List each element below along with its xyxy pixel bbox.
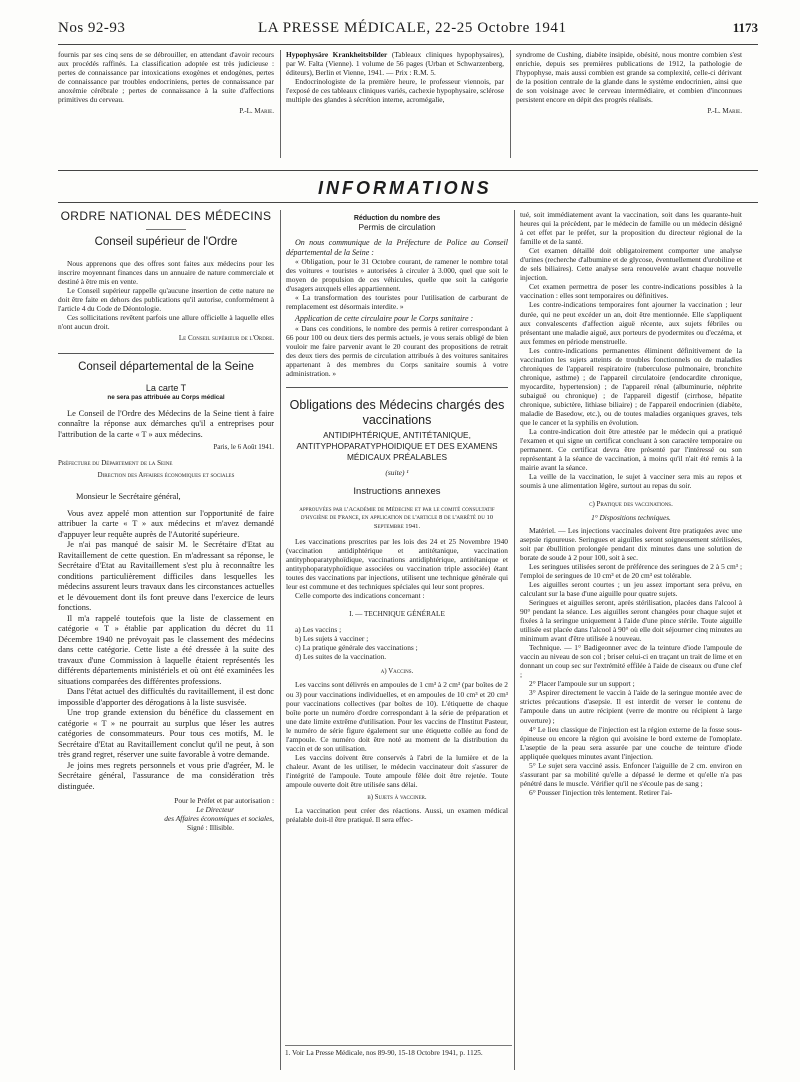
- vaccination-column: [520, 210, 742, 797]
- application-heading: Application de cette circulaire pour le Corps sanitaire :: [295, 314, 474, 324]
- obligations-heading: Obligations des Médecins chargés des vaccinations: [289, 398, 505, 428]
- book-review-text: Endocrinologiste de la première heure, le professeur viennois, par l'exposé de ces tableaux cliniques variés, cachexie hypophysaire, sclérose multiple des glandes à sécrétion interne, acromégalie,: [286, 77, 504, 105]
- column-divider: [514, 210, 515, 1070]
- list-item: c) La pratique générale des vaccinations ;: [295, 643, 418, 653]
- quote: « Obligation, pour le 31 Octobre courant, de ramener le nombre total des voitures « touristes » autorisées à circuler à 3.000, quel que soit le moyen de propulsion de ces véhicules, quelle que soit la catégorie d'usagers auxquels elles appartiennent.: [286, 257, 508, 294]
- closing-line: Pour le Préfet et par autorisation :: [174, 796, 274, 806]
- letter-date: Paris, le 6 Août 1941.: [213, 443, 274, 452]
- paragraph: Ces sollicitations revêtent parfois une allure officielle à laquelle elles n'ont aucun droit.: [58, 313, 274, 332]
- book-details: (Tableaux cliniques hypophysaires), par W. Falta (Vienne). 1 volume de 56 pages (Urban et Schwarzenberg, éditeurs), Berlin et Vienne, 1941. — Prix : R.M. 5.: [286, 50, 504, 78]
- permis-heading: Permis de circulation: [358, 222, 436, 233]
- paragraph: Les contre-indications permanentes éliminent définitivement de la vaccination les sujets atteints de troubles fonctionnels ou de maladies chroniques de l'appareil respiratoire (tuberculose pulmonaire, bronchite chronique, asthme) ; de l'appareil circulatoire (endocardite chronique, myocardite, hypertension) ; de l'appareil rénal (albuminurie, néphrite subaiguë ou chronique) ; de l'appareil digestif (cirrhose, hépatite chronique, subictère, lithiase biliaire) ; de l'appareil endocrinien (diabète, maladie de Basedow, etc.), ou de toutes maladies organiques graves, tels que le cancer et la syphilis en évolution.: [520, 345, 742, 428]
- technique-heading: I. — TECHNIQUE GÉNÉRALE: [349, 610, 445, 619]
- ordre-heading: ORDRE NATIONAL DES MÉDECINS: [60, 209, 272, 223]
- paragraph: La veille de la vaccination, le sujet à vacciner sera mis au repos et soumis à une alimentation légère, surtout au repas du soir.: [520, 472, 742, 491]
- conseil-departemental-heading: Conseil départemental de la Seine: [78, 360, 254, 373]
- paragraph: Nous apprenons que des offres sont faites aux médecins pour les inscrire moyennant finances dans un annuaire de nature commerciale et destiné à être mis en vente.: [58, 259, 274, 287]
- paragraph: Cet examen détaillé doit obligatoirement comporter une analyse d'urines (recherche d'albumine et de glycose, éventuellement d'urobiline et de sels biliaires). Cette analyse sera renouvelée avant chaque nouvelle injection.: [520, 246, 742, 283]
- paragraph: 6° Pousser l'injection très lentement. Retirer l'ai-: [529, 787, 673, 797]
- instructions-heading: Instructions annexes: [353, 486, 441, 498]
- paragraph: Matériel. — Les injections vaccinales doivent être pratiquées avec une asepsie rigoureuse. Seringues et aiguilles seront soigneusement stérilisées, soit par ébullition prolongée pendant dix minutes dans une solution de borate de soude à 2 pour 100, soit à sec.: [520, 525, 742, 562]
- obligations-subheading: ANTIDIPHTÉRIQUE, ANTITÉTANIQUE, ANTITYPHOPARATYPHOIDIQUE ET DES EXAMENS MÉDICAUX PRÉALABLES: [296, 430, 498, 463]
- sujets-heading: b) Sujets à vacciner.: [367, 794, 427, 802]
- conseil-superieur-heading: Conseil supérieur de l'Ordre: [94, 236, 238, 249]
- paragraph: Vous avez appelé mon attention sur l'opportunité de faire attribuer la carte « T » aux médecins et m'avez demandé d'appuyer leur requête auprès de l'Autorité supérieure.: [58, 508, 274, 539]
- paragraph: Je n'ai pas manqué de saisir M. le Secrétaire d'Etat au Ravitaillement de cette question. En m'adressant sa réponse, le Secrétaire d'Etat au Ravitaillement s'est plu à reconnaître les conditions particulièrement difficiles dans lesquelles les médecins assurent leurs travaux dans les circonstances actuelles et le dévouement dont ils font preuve dans l'exercice de leurs fonctions.: [58, 540, 274, 613]
- review-text: fournis par ses cinq sens de se débrouiller, en attendant d'avoir recours aux procédés raffinés. La classification adoptée est très judicieuse : pertes de connaissance par intoxications exogènes et endogènes, pertes de connaissance par troubles endocriniens, pertes de connaissance par anoxémie cérébrale ; pertes de connaissance à la suite d'affections primitives du cerveau.: [58, 50, 274, 105]
- divider: [146, 229, 186, 230]
- top-middle-column: [286, 50, 504, 104]
- paragraph: 4° Le lieu classique de l'injection est la région externe de la fosse sous-épineuse ou encore la région qui avoisine le bord externe de l'omoplate. L'aseptie de la peau sera assurée par une couche de teinture d'iode appliquée quelques minutes avant l'injection.: [520, 724, 742, 761]
- list-item: a) Les vaccins ;: [295, 625, 342, 635]
- paragraph: La vaccination peut créer des réactions. Aussi, un examen médical préalable doit-il être pratiqué. Il sera effec-: [286, 806, 508, 825]
- reduction-heading: Réduction du nombre des: [353, 215, 441, 222]
- book-title: Hypophysäre Krankheitsbilder: [286, 50, 388, 59]
- divider: [58, 353, 274, 354]
- paragraph: Technique. — 1° Badigeonner avec de la teinture d'iode l'ampoule de vaccin au niveau de son col ; briser celui-ci en traçant un trait de lime et en donnant un coup sec sur l'extrémité effilée à l'aide de ciseaux ou d'une clef ;: [520, 643, 742, 680]
- paragraph: Dans l'état actuel des difficultés du ravitaillement, il est donc impossible d'apporter des dérogations à la liste susvisée.: [58, 687, 274, 707]
- column-divider: [280, 210, 281, 1070]
- salutation: Monsieur le Secrétaire général,: [76, 492, 181, 502]
- quote: « La transformation des touristes pour l'utilisation de carburant de remplacement est désormais interdite. »: [286, 293, 508, 312]
- closing-line: Le Directeur: [196, 805, 234, 815]
- paragraph: La contre-indication doit être attestée par le médecin qui a pratiqué l'examen et qui signe un certificat concluant à son caractère temporaire ou permanent. Ce certificat devra être présenté par l'intéressé ou son représentant à la séance de vaccination, à moins qu'il n'ait été remis à la mairie avant la séance.: [520, 427, 742, 473]
- direction-heading: Direction des Affaires économiques et sociales: [97, 472, 235, 480]
- quote: « Dans ces conditions, le nombre des permis à retirer correspondant à 66 pour 100 ou deux tiers des permis actuels, je vous serais obligé de bien vouloir me faire parvenir avant le 20 courant des propositions de retrait des deux tiers des permis de circulation attribués à des voitures sanitaires appartenant à des membres du Corps sanitaire soumis à votre administration. »: [286, 323, 508, 379]
- divider: [286, 387, 508, 388]
- list-item: b) Les sujets à vacciner ;: [295, 634, 369, 644]
- paragraph: Les vaccins sont délivrés en ampoules de 1 cm³ à 2 cm³ (par boîtes de 2 ou 3) pour vaccinations individuelles, et en ampoules de 10 cm³ et 20 cm³ pour vaccinations collectives (par boîtes de 10). L'étiquette de chaque boîte porte un numéro d'ordre correspondant à la série de préparation et une date limite extrême d'utilisation. Pour les vaccins de l'Institut Pasteur, le numéro de série figure également sur une étiquette collée au fond de l'ampoule. Ce numéro doit être noté au moment de la distribution du vaccin et de son utilisation.: [286, 680, 508, 753]
- paragraph: Le Conseil supérieur rappelle qu'aucune insertion de cette nature ne doit être faite en dehors des publications qu'il autorise, conformément à l'article 4 du Code de Déontologie.: [58, 286, 274, 314]
- paragraph: Les seringues utilisées seront de préférence des seringues de 2 à 5 cm³ ; l'emploi de seringues de 10 cm³ et de 20 cm³ est tolérable.: [520, 561, 742, 580]
- closing-line: des Affaires économiques et sociales,: [164, 814, 274, 824]
- suite-label: (suite) ¹: [385, 468, 409, 478]
- pratique-heading: c) Pratique des vaccinations.: [589, 500, 673, 509]
- review-signature: P.-L. Marie.: [239, 107, 274, 116]
- paragraph: Une trop grande extension du bénéfice du classement en catégorie « T » ne pourrait au surplus que léser les autres catégories de consommateurs. Pour tous ces motifs, M. le Secrétaire d'Etat au Ravitaillement conclut qu'il ne peut, à son très grand regret, réserver une suite favorable à votre demande.: [58, 708, 274, 760]
- paragraph: Le Conseil de l'Ordre des Médecins de la Seine tient à faire connaître la réponse aux démarches qu'il a entreprises pour l'attribution de la carte « T » aux médecins.: [58, 408, 274, 439]
- closing-line: Signé : Illisible.: [186, 823, 234, 833]
- prefecture-heading: Préfecture du Département de la Seine: [58, 459, 173, 468]
- review-continuation: syndrome de Cushing, diabète insipide, obésité, nous montre combien s'est enrichie, depuis ses premières publications de 1912, la pathologie de l'hypophyse, mais aussi combien est grande sa complexité, celle-ci dérivant de la position centrale de la glande dans le système endocrinien, ainsi que de son voisinage avec le cerveau intermédiaire, et combien d'inconnues persistent encore en dépit des progrès réalisés.: [516, 50, 742, 105]
- carte-t-subheading: ne sera pas attribuée au Corps médical: [107, 393, 225, 401]
- carte-t-heading: La carte T: [145, 382, 187, 393]
- page-header: [58, 20, 758, 42]
- review-signature: P.-L. Marie.: [707, 107, 742, 116]
- list-item: d) Les suites de la vaccination.: [295, 652, 387, 662]
- paragraph: Il m'a rappelé toutefois que la liste de classement en catégorie « T » établie par application du décret du 11 Décembre 1940 ne prévoyait pas le classement des médecins dans cette catégorie. Cette liste a été dressée à la suite des travaux d'une Commission à laquelle étaient représentés les différents départements ministériels et où ont été examinées les situations comparées des différentes professions.: [58, 613, 274, 686]
- page-number: 1173: [732, 20, 758, 35]
- paragraph: Les aiguilles seront courtes ; un jeu assez important sera prévu, en calculant sur la base d'une aiguille pour quatre sujets.: [520, 579, 742, 598]
- paragraph: 2° Placer l'ampoule sur un support ;: [529, 679, 635, 689]
- paragraph: Les vaccins doivent être conservés à l'abri de la lumière et de la chaleur. Avant de les utiliser, le médecin vaccinateur doit s'assurer de l'intégrité de l'ampoule. Toute ampoule fêlée doit être rejetée. Toute ampoule ouverte doit être utilisée sans délai.: [286, 752, 508, 789]
- permis-column: [286, 214, 508, 824]
- informations-heading: INFORMATIONS: [318, 178, 492, 198]
- intro: On nous communique de la Préfecture de Police au Conseil départemental de la Seine :: [286, 238, 508, 257]
- paragraph: Les contre-indications temporaires font ajourner la vaccination ; leur durée, qui ne peut excéder un an, doit être mentionnée. Elle s'appliquent aux convalescents d'affection aiguë récente, aux sujets fébriles ou présentant une maladie aiguë, aux porteurs de pyodermites ou d'eczéma, et aux femmes en période menstruelle.: [520, 300, 742, 346]
- footnote: 1. Voir La Presse Médicale, nos 89-90, 15-18 Octobre 1941, p. 1125.: [285, 1045, 512, 1058]
- closing-block: [58, 796, 274, 832]
- top-right-column: [516, 50, 742, 116]
- approval-note: approuvées par l'Académie de Médecine et par le comité consultatif d'hygiène de France, en application de l'article 8 de l'arrêté du 10 Septembre 1941.: [299, 506, 495, 530]
- section-rule: [58, 202, 758, 203]
- column-divider: [510, 50, 511, 158]
- column-divider: [280, 50, 281, 158]
- paragraph: 5° Le sujet sera vacciné assis. Enfoncer l'aiguille de 2 cm. environ en s'assurant par sa mobilité qu'elle a dépassé le derme et qu'elle n'a pas pénétré dans le muscle. Vérifier qu'il ne s'écoule pas de sang ;: [520, 760, 742, 788]
- journal-title: LA PRESSE MÉDICALE, 22-25 Octobre 1941: [258, 20, 567, 36]
- header-rule: [58, 44, 758, 45]
- paragraph: 3° Aspirer directement le vaccin à l'aide de la seringue montée avec de strictes précautions d'asepsie. Il est interdit de verser le contenu de l'ampoule dans un autre récipient (verre de montre ou récipient à large ouverture) ;: [520, 688, 742, 725]
- paragraph: Seringues et aiguilles seront, après stérilisation, placées dans l'alcool à 90° pendant la séance. Les aiguilles seront changées pour chaque sujet et fixées à la seringue uniquement à l'aide d'une pince stérile. Toute aiguille utilisée est placée dans l'alcool à 90° où elle doit séjourner cinq minutes au minimum avant d'être utilisée à nouveau.: [520, 597, 742, 644]
- paragraph: Celle comporte des indications concernant :: [295, 591, 425, 601]
- ordre-column: [58, 210, 274, 832]
- section-rule: [58, 170, 758, 171]
- issue-number: Nos 92-93: [58, 20, 126, 36]
- paragraph: Les vaccinations prescrites par les lois des 24 et 25 Novembre 1940 (vaccination antidiphtérique et antitétanique, vaccination antityphoparatyphoïdique, vaccinations antidiphtérique, antitétanique et antityphoparatyphoïdique associées ou vaccination triple associée) étant toutes des vaccinations par injections, utilisent une technique générale qui leur est commune et des techniques spéciales qui leur sont propres.: [286, 536, 508, 592]
- paragraph: tué, soit immédiatement avant la vaccination, soit dans les quarante-huit heures qui la précèdent, par le médecin de famille ou un médecin désigné à cet effet par le préfet, sur la proposition du directeur régional de la famille et de la santé.: [520, 210, 742, 247]
- top-left-column: [58, 50, 274, 116]
- paragraph: Cet examen permettra de poser les contre-indications possibles à la vaccination : elles sont temporaires ou définitives.: [520, 282, 742, 301]
- signature: Le Conseil supérieur de l'Ordre.: [178, 334, 274, 343]
- topic-list: [286, 625, 508, 661]
- paragraph: Je joins mes regrets personnels et vous prie d'agréer, M. le Secrétaire général, l'assurance de ma considération très distinguée.: [58, 760, 274, 791]
- dispositions-heading: 1° Dispositions techniques.: [591, 512, 671, 522]
- vaccins-heading: a) Vaccins.: [380, 668, 414, 676]
